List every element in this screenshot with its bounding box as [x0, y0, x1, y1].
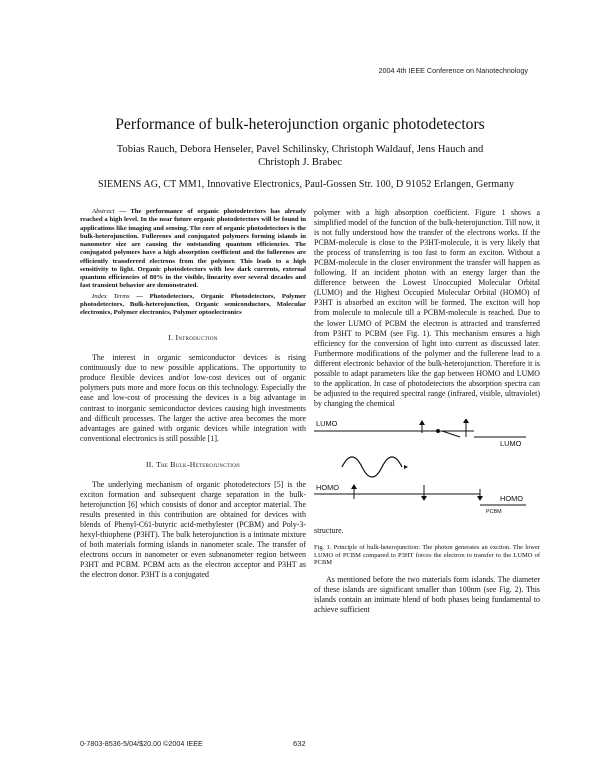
introduction-paragraph: The interest in organic semiconductor devices is rising continuously due to new possible applications. The opportunity to produce flexible devices and/or low-cost devices out of organic polymers puts more and more focus on this technology. Especially the ease and low-cost of processing the devices is a big advantage in contrast to inorganic semiconductor devices causing high investments and difficult processes. The larger the active area becomes the more advantages are gained with organic devices while integration with conventional electronics is still possible [1]. [80, 353, 306, 443]
band-diagram [314, 419, 540, 523]
figure-1-caption: Fig. 1. Principle of bulk-heterojunction: The photon generates an exciton. The lower LUMO of PCBM compared to P3HT forces the electron to transfer to the LUMO of PCBM [314, 543, 540, 567]
authors-line-2: Christoph J. Brabec [258, 157, 342, 168]
lumo-left-label: LUMO [316, 418, 338, 428]
right-column [314, 208, 540, 615]
page-number: 632 [293, 739, 306, 748]
right-paragraph-2: As mentioned before the two materials form islands. The diameter of these islands are significant smaller than 100nm (see Fig. 2). This islands contain an intimate blend of both phases being fundamental to achieve sufficient [314, 574, 540, 614]
right-paragraph-1: polymer with a high absorption coefficient. Figure 1 shows a simplified model of the function of the bulk-heterojunction. Till now, it is not fully understood how the transfer of the electrons works. If the PCBM-molecule is close to the P3HT-molecule, it is very likely that the process of transferring is too fast to form an exciton. Without a PCBM-molecule in the closer environment the transfer will happen as following. If an incident photon with an energy larger than the difference between the Lowest Unoccupied Molecular Orbital (LUMO) and the Highest Occupied Molecular Orbital (HOMO) of P3HT is absorbed an exciton will be formed. The exciton will hop from molecule to molecule till a PCBM-molecule is reached. Due to the lower LUMO of PCBM the electron is attracted and transferred from P3HT to PCBM (see Fig. 1). This mechanism ensures a high efficiency for the conversion of light into current as discussed later. Furthermore modifications of the polymer and the fullerene lead to a different electronic behavior of the bulk-heterojunction. Therefore it is possible to adapt parameters like the gap between HOMO and LUMO to the application. In case of photodetectors the absorption spectra can be adjusted to the required spectral range (infrared, visible, ultraviolet) by changing the chemical [314, 208, 540, 408]
homo-right-label: HOMO [500, 493, 523, 503]
left-column [80, 208, 306, 580]
bulk-heterojunction-paragraph: The underlying mechanism of organic photodetectors [5] is the exciton formation and subsequent charge separation in the bulk-heterojunction [6] which consists of donor and acceptor material. The results presented in this contribution are obtained for devices with blends of Phenyl-C61-butyric acid-methylester (PCBM) and Poly-3-hexyl-thiophene (P3HT). The bulk heterojunction is a intimate mixture of both materials forming islands in nanometer scale. The transfer of electrons occurs in nanometer or even subnanometer region between P3HT and PCBM. PCBM acts as the electron acceptor and P3HT as the electron donor. P3HT is a conjugated [80, 479, 306, 580]
electron-transfer-arrow [442, 431, 460, 437]
affiliation: SIEMENS AG, CT MM1, Innovative Electronics, Paul-Gossen Str. 100, D 91052 Erlangen, Germany [97, 179, 515, 190]
lumo-right-label: LUMO [500, 438, 522, 448]
structure-word: structure. [314, 525, 344, 535]
arrowhead-4 [421, 496, 427, 501]
pcbm-label: PCBM [486, 508, 502, 515]
photon-arrowhead [404, 465, 408, 469]
electron-dot [436, 429, 440, 433]
index-terms [80, 293, 306, 318]
introduction-title: Introduction [175, 333, 218, 343]
authors-line-1: Tobias Rauch, Debora Henseler, Pavel Schilinsky, Christoph Waldauf, Jens Hauch and [116, 144, 484, 155]
homo-left-label: HOMO [316, 482, 339, 492]
conference-header: 2004 4th IEEE Conference on Nanotechnology [378, 66, 528, 75]
arrowhead-1 [419, 420, 425, 425]
abstract [80, 208, 306, 291]
bulk-heterojunction-title: The Bulk-Heterojunction [156, 459, 241, 469]
paper-title: Performance of bulk-heterojunction organic photodetectors [115, 116, 485, 133]
index-terms-text: — Photodetectors, Organic Photodetectors, Polymer photodetectors, Bulk-heterojunction, Organic semiconductors, Molecular electronics, Polymer electronics, Polymer optoelectronics [80, 292, 306, 316]
section-heading-bulk-heterojunction: II. The Bulk-Heterojunction [145, 459, 241, 469]
author-list [110, 143, 490, 169]
arrowhead-3 [351, 484, 357, 489]
figure-1-diagram [314, 419, 540, 523]
abstract-label: Abstract [92, 208, 115, 215]
photon-wave [342, 457, 402, 477]
section-heading-introduction: I. Introduction [168, 333, 218, 343]
index-terms-label: Index Terms [92, 292, 130, 300]
arrowhead-5 [477, 496, 483, 501]
footer-isbn: 0-7803-8536-5/04/$20.00 ©2004 IEEE [80, 739, 203, 748]
arrowhead-2 [463, 419, 469, 423]
abstract-text: — The performance of organic photodetectors has already reached a high level. In the near future organic photodetectors will be found in applications like imaging and sensing. The core of organic photodetectors is the bulk-heterojunction. Fullerenes and conjugated polymers forming islands in nanometer size are causing the outstanding quantum efficiencies. The conjugated polymers have a high absorption coefficient and the fullerenes are efficiently transferred electrons from the polymer. This leads to a high sensitivity to light. Organic photodetectors with low dark currents, external quantum efficiencies of 80% in the visible, linearity over several decades and fast transient behavior are demonstrated. [80, 208, 306, 290]
